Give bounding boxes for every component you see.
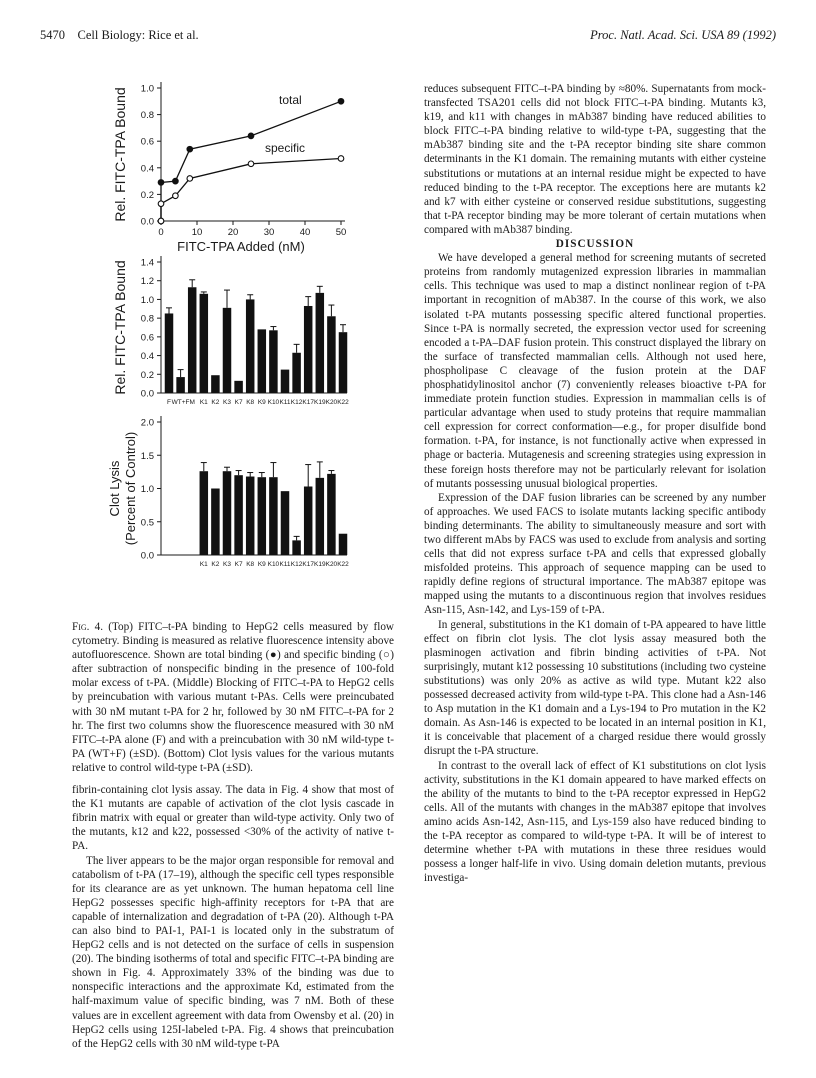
y-axis-label: (Percent of Control) — [123, 431, 138, 546]
data-point-specific — [248, 161, 254, 167]
y-tick-label: 0.0 — [140, 550, 154, 562]
bar-k22 — [339, 534, 348, 555]
bar-k2 — [211, 375, 220, 393]
bar-k10 — [269, 330, 278, 393]
x-tick-label: K8 — [246, 561, 255, 568]
bar-k3 — [223, 471, 232, 555]
x-tick-label: K17 — [302, 561, 314, 568]
y-tick-label: 0.2 — [140, 369, 154, 381]
paragraph: Expression of the DAF fusion libraries can be screened by any number of approaches. We used FACS to isolate mutants lacking specific antibody binding determinants. The ability to simultaneously measure and sort with two different mAbs by FACS was used to exclude from analysis and sorting cells that did not express surface t-PA and cells that expressed globally misfolded proteins. This approach of sequence mapping can be used to rapidly define regions of structural importance. The mAb387 epitope was mapped using the mutants to a discontinuous region that involves residues Asn-115, Asn-142, and Lys-159 of t-PA. — [424, 491, 766, 617]
x-tick-label: K17 — [302, 399, 314, 406]
bar-k1 — [200, 471, 209, 555]
y-axis-label-group — [112, 260, 128, 394]
x-tick-label: K10 — [267, 561, 280, 568]
bar-k11 — [281, 491, 290, 555]
paragraph: reduces subsequent FITC–t-PA binding by ≈80%. Supernatants from mock-transfected TSA201 cells did not block FITC–t-PA binding. Mutants k3, k19, and k11 with changes in mAb387 binding have reduced abilities to block FITC–t-PA binding relative to wild-type t-PA, suggesting that the mAb387 binding site and the t-PA receptor binding site share common determinants in the K1 domain. The remaining mutants with either cysteine substitutions or mutations at an internal residue might be expected to have reduced binding to the t-PA receptor. The exceptions here are mutants k2 and k7 with either cysteine or conserved residue substitutions, suggesting that t-PA receptor binding may be more tolerant of certain mutations when compared with mAb387 binding. — [424, 83, 766, 236]
bar-k12 — [292, 353, 301, 393]
x-tick-label: 10 — [191, 227, 203, 238]
running-header-left — [40, 28, 199, 43]
y-tick-label: 0.2 — [140, 189, 154, 201]
y-axis-label: Rel. FITC-TPA Bound — [112, 260, 128, 395]
bar-k8 — [246, 477, 255, 555]
y-tick-label: 1.0 — [140, 294, 154, 306]
y-tick-label: 0.0 — [140, 388, 154, 400]
y-axis-label-group — [112, 87, 128, 221]
bar-k12 — [292, 540, 301, 555]
bar-k20 — [327, 474, 336, 555]
x-tick-label: K7 — [234, 561, 243, 568]
x-tick-label: M — [189, 399, 195, 406]
x-tick-label: K1 — [199, 399, 208, 406]
y-axis-label: Clot Lysis — [107, 460, 122, 517]
x-tick-label: K19 — [314, 561, 326, 568]
bar-wtplusf — [176, 377, 185, 393]
x-tick-label: 50 — [335, 227, 347, 238]
x-tick-label: K9 — [257, 399, 266, 406]
y-tick-label: 0.6 — [140, 332, 154, 344]
x-tick-label: K3 — [223, 561, 231, 568]
left-column — [72, 620, 394, 1051]
bar-k8 — [246, 299, 255, 393]
x-tick-label: WT+F — [171, 399, 190, 406]
bar-k9 — [258, 329, 267, 393]
bar-k3 — [223, 308, 232, 393]
bar-k10 — [269, 477, 278, 555]
x-tick-label: K20 — [325, 399, 338, 406]
bar-f — [165, 313, 174, 393]
x-tick-label: K11 — [279, 399, 291, 406]
x-tick-label: K20 — [325, 561, 338, 568]
bar-k20 — [327, 316, 336, 393]
x-tick-label: K3 — [223, 399, 231, 406]
paragraph: We have developed a general method for screening mutants of secreted proteins from randomly mutagenized expression libraries in mammalian cells. This technique was used to map a distinct nonlinear region of t-PA important in recognition of mAb387. In the course of this work, we also isolated t-PA mutants possessing specific altered functional properties. Since t-PA is normally secreted, the expression vector used for screening encoded a t-PA–DAF fusion protein. This construct displayed the library on the surface of transfected mammalian cells. Although not used here, phospholipase C cleavage of the fusion protein at the DAF phosphatidylinositol anchor (7) conveniently releases bioactive t-PA for immediate protein function studies. Expression in mammalian cells is of particular advantage when used to study proteins that require mammalian cell expression for correct conformation—e.g., for proper disulfide bond formation. t-PA, for instance, is not functionally active when expressed in phage or bacteria. Mutagenesis and screening strategies using expression in these foreign hosts therefore may not be particularly relevant for isolation of mutants possessing unusual biological properties. — [424, 252, 766, 490]
y-tick-label: 1.0 — [140, 484, 154, 495]
data-point-specific — [173, 193, 179, 199]
figure-caption — [72, 620, 394, 775]
y-tick-label: 1.2 — [140, 276, 154, 288]
section-heading: DISCUSSION — [555, 238, 635, 251]
paragraph: fibrin-containing clot lysis assay. The data in Fig. 4 show that most of the K1 mutants are capable of activation of the clot lysis cascade in fibrin matrix with equal or greater than wild-type activity. Only two of the mutants, k12 and k22, possessed <30% of the activity of native t-PA. — [72, 784, 394, 853]
bar-m — [188, 287, 197, 393]
bar-k11 — [281, 370, 290, 393]
bar-k1 — [200, 294, 209, 393]
x-tick-label: K12 — [290, 561, 303, 568]
data-point-total — [173, 178, 179, 184]
data-point-total — [338, 99, 344, 105]
y-axis-label: Rel. FITC-TPA Bound — [112, 87, 128, 222]
data-point-specific — [187, 176, 193, 182]
bar-k17 — [304, 487, 313, 555]
x-tick-label: K11 — [279, 561, 291, 568]
y-tick-label: 0.6 — [140, 136, 154, 148]
bar-k7 — [234, 475, 243, 555]
middle-panel-blocking — [112, 256, 349, 406]
data-point-specific — [338, 156, 344, 162]
series-label-specific: specific — [265, 141, 306, 155]
data-point-specific — [158, 201, 164, 207]
bar-k9 — [258, 477, 267, 555]
x-tick-label: K19 — [314, 399, 326, 406]
x-tick-label: 40 — [299, 227, 311, 238]
y-tick-label: 0.4 — [140, 351, 154, 363]
bar-k2 — [211, 489, 220, 556]
x-tick-label: 30 — [263, 227, 275, 238]
x-tick-label: K8 — [246, 399, 255, 406]
x-tick-label: K2 — [211, 561, 220, 568]
data-point-total — [158, 180, 164, 186]
y-tick-label: 0.5 — [140, 517, 154, 529]
y-tick-label: 1.5 — [140, 450, 154, 462]
paragraph: In general, substitutions in the K1 domain of t-PA appeared to have little effect on fibrin clot lysis. The clot lysis assay measured both the plasminogen activation and fibrin binding activities of t-PA. Not surprisingly, mutant k12 possessing 10 substitutions (including two cysteine substitutions) was only 20% as active as wild type. Mutant k22 also possessed decreased activity from wild-type t-PA. This clone had a Asn-146 to Asp mutation in the K1 domain and a Lys-194 to Pro mutation in the K2 domain. As Asn-146 is expected to be located in an internal position in K1, it is conceivable that placement of a charged residue there would grossly disrupt the t-PA structure. — [424, 618, 766, 758]
y-tick-label: 0.0 — [140, 216, 154, 228]
series-label-total: total — [279, 93, 302, 107]
caption-text: (Top) FITC–t-PA binding to HepG2 cells measured by flow cytometry. Binding is measured as relative fluorescence intensity above autofluorescence. Shown are total binding (●) and specific binding (○) after subtraction of nonspecific binding in the presence of 100-fold molar excess of t-PA. (Middle) Blocking of FITC–t-PA to HepG2 cells by preincubation with various mutant t-PAs. Cells were preincubated with 30 nM mutant t-PA for 2 hr, followed by 30 nM FITC–t-PA for 2 hr. The first two columns show the fluorescence measured with 30 nM FITC–t-PA alone (F) and with a preincubation with 30 nM wild-type t-PA (WT+F) (±SD). (Bottom) Clot lysis values for the various mutants relative to control wild-type t-PA (±SD). — [72, 621, 394, 774]
page-number: 5470 — [40, 28, 65, 42]
series-line-specific — [161, 158, 341, 221]
bar-k22 — [339, 332, 348, 393]
top-panel-binding-isotherm — [112, 82, 346, 254]
right-column — [424, 82, 766, 885]
y-tick-label: 0.8 — [140, 110, 154, 122]
paragraph: In contrast to the overall lack of effect of K1 substitutions on clot lysis activity, substitutions in the K1 domain appeared to have marked effects on the ability of the mutants to bind to the t-PA receptor expressed in HepG2 cells. All of the mutants with changes in the mAb387 epitope that involves amino acids Asn-142, Asn-115, and Lys-159 also have reduced binding to the t-PA receptor as compared to wild-type t-PA. It will be of interest to determine whether t-PA with mutations in these three residues would possess a longer half-life in vivo. Using domain deletion mutants, previous investiga- — [424, 759, 766, 885]
bottom-panel-clot-lysis — [107, 416, 349, 568]
section-title: Cell Biology: Rice et al. — [77, 28, 199, 42]
y-tick-label: 1.4 — [140, 257, 154, 269]
figure-4 — [0, 60, 390, 635]
x-axis-label: FITC-TPA Added (nM) — [177, 239, 305, 254]
journal-citation: Proc. Natl. Acad. Sci. USA 89 (1992) — [590, 28, 776, 42]
x-tick-label: K1 — [199, 561, 208, 568]
bar-k17 — [304, 306, 313, 393]
bar-k7 — [234, 381, 243, 393]
y-tick-label: 0.8 — [140, 313, 154, 325]
data-point-total — [248, 133, 254, 139]
paragraph: The liver appears to be the major organ responsible for removal and catabolism of t-PA (17–19), although the specific cell types responsible for its clearance are as yet unknown. The human hepatoma cell line HepG2 possesses specific high-affinity receptors for t-PA that are capable of internalization and degradation of t-PA (20). Although t-PA can also bind to PAI-1, PAI-1 is located only in the substratum of HepG2 cells and is not detected on the surface of cells in suspension (20). The binding isotherms of total and specific FITC–t-PA binding are shown in Fig. 4. Approximately 33% of the binding was due to nonspecific interactions and the approximate Kd, estimated from the half-maximum value of specific binding, was 7 nM. Both of these values are in excellent agreement with data from Owensby et al. (20) in HepG2 cells using 125I-labeled t-PA. Fig. 4 shows that preincubation of the HepG2 cells with 30 nM wild-type t-PA — [72, 854, 394, 1050]
y-axis-label-group — [107, 432, 138, 545]
x-tick-label: K12 — [290, 399, 303, 406]
x-tick-label: 20 — [227, 227, 239, 238]
caption-label: Fig. 4. — [72, 621, 104, 633]
x-tick-label: 0 — [158, 227, 164, 238]
data-point-total — [187, 146, 193, 152]
y-tick-label: 2.0 — [140, 417, 154, 429]
x-tick-label: K22 — [337, 399, 349, 406]
y-tick-label: 1.0 — [140, 83, 154, 95]
x-tick-label: F — [167, 399, 171, 406]
x-tick-label: K22 — [337, 561, 349, 568]
data-point-specific — [158, 218, 164, 224]
x-tick-label: K2 — [211, 399, 220, 406]
x-tick-label: K7 — [234, 399, 243, 406]
x-tick-label: K9 — [257, 561, 266, 568]
x-tick-label: K10 — [267, 399, 280, 406]
bar-k19 — [316, 293, 325, 393]
bar-k19 — [316, 478, 325, 555]
y-tick-label: 0.4 — [140, 163, 154, 175]
